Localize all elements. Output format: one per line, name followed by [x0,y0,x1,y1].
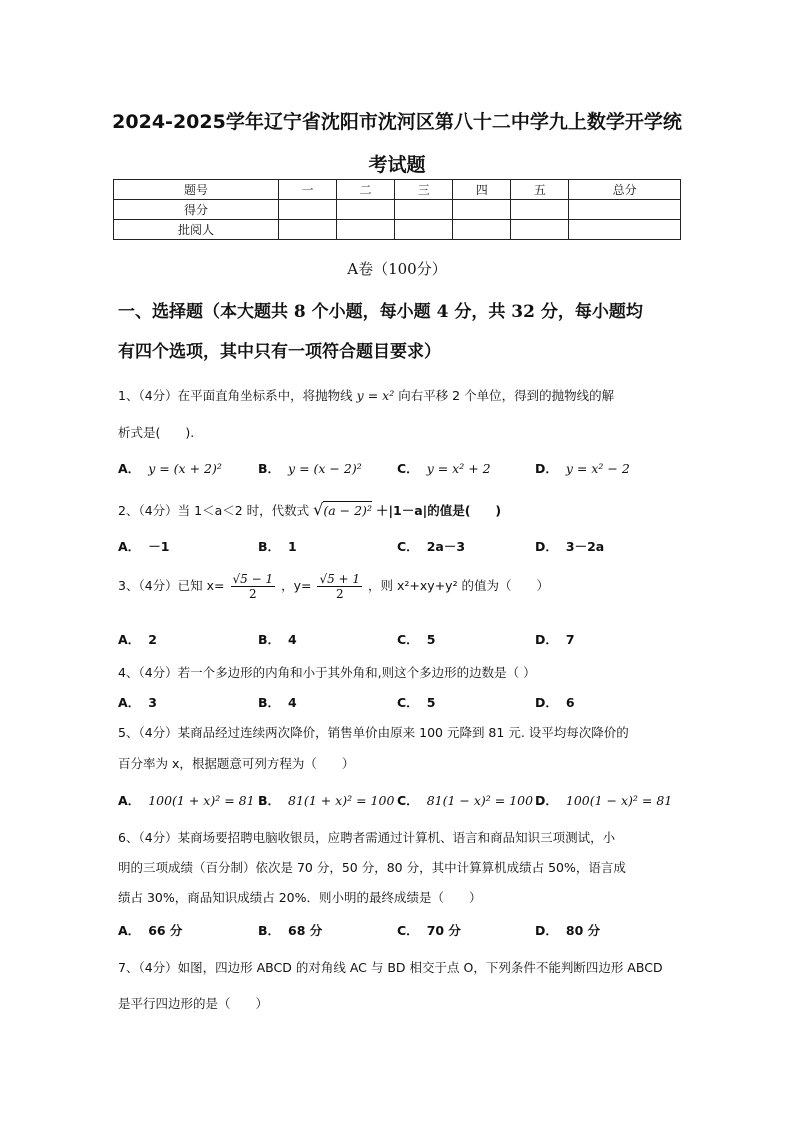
option-a: A． y = (x + 2)² [118,461,222,476]
question-text: ＋|1－a|的值是( ) [375,503,502,518]
option-b: B． 4 [258,632,297,647]
table-row [114,200,681,220]
table-cell [453,220,511,240]
option-a: A． 2 [118,632,157,647]
table-cell [569,220,681,240]
table-row [114,220,681,240]
option-c: C． y = x² + 2 [397,461,491,476]
table-cell: 五 [511,180,569,200]
radical-expression: (a − 2)² [323,503,372,518]
option-b: B． 81(1 + x)² = 100 [258,793,395,808]
question-1-line2: 析式是( ). [118,425,195,440]
table-cell [511,200,569,220]
option-d: D． 6 [535,695,575,710]
table-cell: 一 [279,180,337,200]
table-cell [337,200,395,220]
fraction-x: $\frac{√5 - 1}{2}$ [232,572,274,601]
question-6-line2: 明的三项成绩（百分制）依次是 70 分，50 分，80 分，其中计算算机成绩占 50%，语言成 [118,860,626,875]
question-1 [118,386,614,404]
option-d: D． y = x² − 2 [535,461,630,476]
option-c: C． 5 [397,632,436,647]
table-cell [453,200,511,220]
section-heading-line2: 有四个选项，其中只有一项符合题目要求） [118,342,441,362]
option-d: D． 80 分 [535,923,601,938]
option-c: C． 5 [397,695,436,710]
option-d: D． 100(1 − x)² = 81 [535,793,673,808]
table-cell: 总分 [569,180,681,200]
option-c: C． 2a－3 [397,539,466,554]
table-cell [569,200,681,220]
option-c: C． 81(1 − x)² = 100 [397,793,534,808]
question-2 [118,500,501,519]
score-table [113,179,681,240]
table-cell: 二 [337,180,395,200]
option-a: A． 100(1 + x)² = 81 [118,793,255,808]
fraction-y: $\frac{√5 + 1}{2}$ [319,572,361,601]
table-cell [395,200,453,220]
table-cell [395,220,453,240]
option-a: A． －1 [118,539,170,554]
option-d: D． 7 [535,632,575,647]
question-5: 5、（4分）某商品经过连续两次降价，销售单价由原来 100 元降到 81 元. 设平均每次降价的 [118,725,629,740]
table-cell [279,200,337,220]
option-d: D． 3－2a [535,539,605,554]
question-text: 向右平移 2 个单位，得到的抛物线的解 [398,388,615,403]
option-b: B． 4 [258,695,297,710]
option-b: B． 68 分 [258,923,323,938]
table-row [114,180,681,200]
question-text: ，y= [281,578,312,593]
doc-title-line2: 考试题 [368,154,426,176]
question-4: 4、（4分）若一个多边形的内角和小于其外角和,则这个多边形的边数是（ ） [118,665,536,680]
question-5-line2: 百分率为 x，根据题意可列方程为（ ） [118,756,355,771]
question-6: 6、（4分）某商场要招聘电脑收银员，应聘者需通过计算机、语言和商品知识三项测试，小 [118,830,616,845]
question-6-line3: 绩占 30%，商品知识成绩占 20%．则小明的最终成绩是（ ） [118,890,482,905]
question-7-line2: 是平行四边形的是（ ） [118,996,269,1011]
question-text: 1、（4分）在平面直角坐标系中，将抛物线 [118,388,353,403]
option-a: A． 3 [118,695,157,710]
table-cell: 四 [453,180,511,200]
table-cell: 三 [395,180,453,200]
table-cell [511,220,569,240]
option-a: A． 66 分 [118,923,183,938]
question-text: 3、（4分）已知 x= [118,578,225,593]
question-text: ，则 x²+xy+y² 的值为（ ） [368,578,550,593]
math-expression: y = x² [356,388,395,403]
question-text: 2、（4分）当 1＜a＜2 时，代数式 [118,503,310,518]
section-heading-line1: 一、选择题（本大题共 8 个小题，每小题 4 分，共 32 分，每小题均 [118,302,643,322]
doc-title-line1: 2024-2025学年辽宁省沈阳市沈河区第八十二中学九上数学开学统 [112,111,682,133]
table-cell: 得分 [114,200,279,220]
paper-part-heading: A卷（100分） [347,260,447,278]
question-7: 7、（4分）如图，四边形 ABCD 的对角线 AC 与 BD 相交于点 O，下列条件不能判断四边形 ABCD [118,960,663,975]
table-cell: 批阅人 [114,220,279,240]
option-c: C． 70 分 [397,923,461,938]
radical-sign: √ [313,500,324,519]
question-3 [118,572,549,601]
table-cell: 题号 [114,180,279,200]
option-b: B． 1 [258,539,297,554]
table-cell [337,220,395,240]
table-cell [279,220,337,240]
option-b: B． y = (x − 2)² [258,461,362,476]
